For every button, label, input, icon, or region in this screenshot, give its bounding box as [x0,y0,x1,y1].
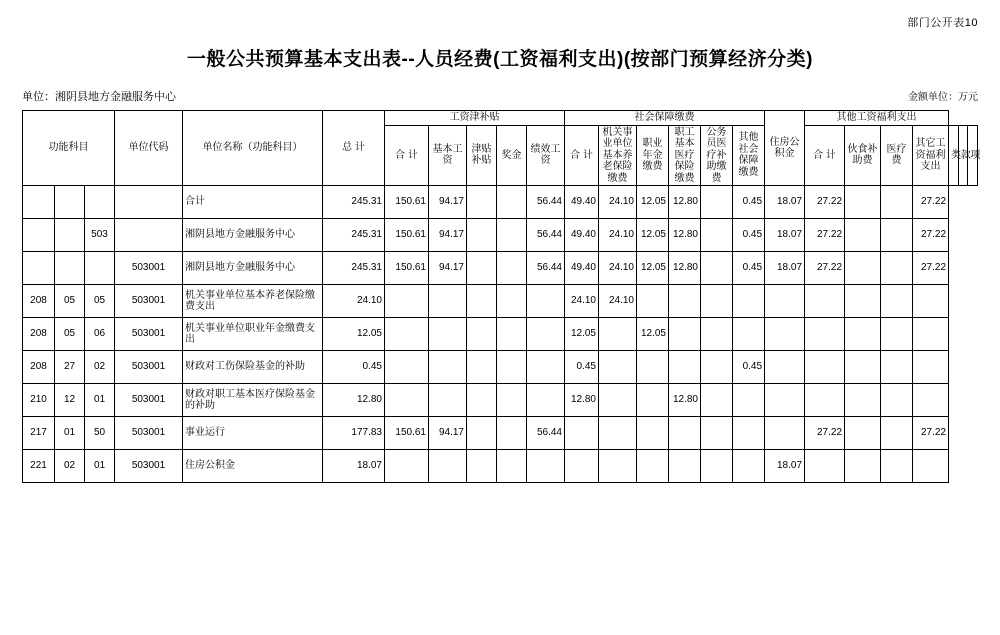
cell-unit-name: 湘阴县地方金融服务中心 [183,219,323,252]
cell-other-welfare: 27.22 [913,219,949,252]
cell-performance-salary [527,285,565,318]
cell-other-welfare: 27.22 [913,417,949,450]
cell-social-total: 12.80 [565,384,599,417]
cell-salary-total [385,450,429,483]
header-xiang: 项 [968,125,978,186]
cell-unit-name: 事业运行 [183,417,323,450]
public-disclosure-form-number: 部门公开表10 [907,17,978,29]
cell-civil-servant-medical [701,318,733,351]
header-kuan: 款 [958,125,968,186]
cell-other-social: 0.45 [733,252,765,285]
cell-xiang: 01 [85,450,115,483]
cell-unit-code: 503001 [115,285,183,318]
cell-performance-salary [527,318,565,351]
page-title: 一般公共预算基本支出表--人员经费(工资福利支出)(按部门预算经济分类) [187,49,813,70]
budget-table [22,110,981,483]
cell-total: 18.07 [323,450,385,483]
cell-civil-servant-medical [701,384,733,417]
cell-xiang [85,252,115,285]
cell-other-total [805,384,845,417]
cell-kuan: 01 [55,417,85,450]
cell-housing-fund: 18.07 [765,219,805,252]
header-medical: 职工基本医疗保险缴费 [669,125,701,186]
cell-kuan: 27 [55,351,85,384]
cell-other-social [733,285,765,318]
cell-pension: 24.10 [599,186,637,219]
cell-unit-name: 合计 [183,186,323,219]
cell-bonus [497,219,527,252]
cell-other-welfare: 27.22 [913,252,949,285]
header-lei: 类 [949,125,959,186]
table-row [23,351,978,384]
cell-medical: 12.80 [669,219,701,252]
cell-lei [23,252,55,285]
header-civil-servant-medical: 公务员医疗补助缴费 [701,125,733,186]
cell-occupational-annuity [637,417,669,450]
table-row [23,252,978,285]
cell-basic-salary: 94.17 [429,417,467,450]
cell-pension [599,417,637,450]
cell-occupational-annuity [637,384,669,417]
cell-other-welfare [913,318,949,351]
cell-unit-code: 503001 [115,351,183,384]
header-total: 总 计 [323,111,385,186]
cell-subsidy [467,450,497,483]
cell-subsidy [467,417,497,450]
cell-xiang [85,186,115,219]
cell-medical-fee [881,417,913,450]
cell-bonus [497,252,527,285]
cell-medical-fee [881,186,913,219]
cell-basic-salary [429,285,467,318]
cell-medical [669,417,701,450]
cell-xiang: 503 [85,219,115,252]
cell-performance-salary: 56.44 [527,219,565,252]
cell-salary-total [385,318,429,351]
cell-total: 12.80 [323,384,385,417]
cell-lei: 217 [23,417,55,450]
cell-medical-fee [881,450,913,483]
cell-food-subsidy [845,186,881,219]
cell-other-total [805,318,845,351]
cell-occupational-annuity: 12.05 [637,186,669,219]
cell-unit-name: 住房公积金 [183,450,323,483]
cell-xiang: 01 [85,384,115,417]
cell-kuan: 05 [55,318,85,351]
header-salary-allowance: 工资津补贴 [385,111,565,126]
cell-occupational-annuity [637,351,669,384]
cell-other-social [733,318,765,351]
cell-food-subsidy [845,417,881,450]
cell-occupational-annuity [637,450,669,483]
cell-kuan [55,219,85,252]
cell-medical-fee [881,285,913,318]
cell-lei: 208 [23,318,55,351]
cell-total: 0.45 [323,351,385,384]
cell-other-social [733,384,765,417]
cell-salary-total: 150.61 [385,186,429,219]
header-unit-name: 单位名称（功能科目） [183,111,323,186]
cell-kuan [55,252,85,285]
header-food-subsidy: 伙食补助费 [845,125,881,186]
cell-lei: 221 [23,450,55,483]
cell-medical [669,351,701,384]
cell-bonus [497,186,527,219]
cell-medical-fee [881,318,913,351]
cell-bonus [497,417,527,450]
cell-food-subsidy [845,450,881,483]
cell-salary-total [385,285,429,318]
cell-medical [669,318,701,351]
cell-salary-total: 150.61 [385,417,429,450]
cell-housing-fund [765,417,805,450]
cell-food-subsidy [845,285,881,318]
cell-basic-salary [429,351,467,384]
cell-housing-fund [765,318,805,351]
table-row [23,285,978,318]
cell-medical [669,450,701,483]
cell-bonus [497,450,527,483]
cell-other-social: 0.45 [733,219,765,252]
cell-social-total: 49.40 [565,219,599,252]
cell-civil-servant-medical [701,351,733,384]
cell-food-subsidy [845,318,881,351]
cell-social-total: 49.40 [565,252,599,285]
header-function-subject: 功能科目 [23,111,115,186]
cell-unit-code [115,219,183,252]
cell-lei: 208 [23,285,55,318]
table-row [23,384,978,417]
cell-xiang: 06 [85,318,115,351]
cell-xiang: 02 [85,351,115,384]
cell-other-total [805,450,845,483]
cell-housing-fund [765,285,805,318]
unit-label: 单位：湘阴县地方金融服务中心 [22,91,176,103]
cell-lei: 210 [23,384,55,417]
cell-basic-salary [429,318,467,351]
cell-basic-salary: 94.17 [429,252,467,285]
cell-other-welfare [913,351,949,384]
cell-salary-total: 150.61 [385,219,429,252]
cell-unit-code: 503001 [115,417,183,450]
cell-performance-salary: 56.44 [527,417,565,450]
cell-unit-name: 机关事业单位职业年金缴费支出 [183,318,323,351]
cell-performance-salary [527,384,565,417]
cell-medical-fee [881,351,913,384]
cell-other-social [733,417,765,450]
cell-occupational-annuity: 12.05 [637,318,669,351]
cell-other-welfare: 27.22 [913,186,949,219]
cell-social-total: 49.40 [565,186,599,219]
table-row [23,186,978,219]
cell-subsidy [467,318,497,351]
cell-medical: 12.80 [669,384,701,417]
cell-housing-fund [765,351,805,384]
cell-bonus [497,318,527,351]
cell-other-welfare [913,450,949,483]
cell-social-total [565,417,599,450]
cell-pension [599,351,637,384]
cell-lei [23,219,55,252]
cell-pension [599,450,637,483]
cell-housing-fund [765,384,805,417]
cell-unit-code [115,186,183,219]
header-other-social: 其他社会保障缴费 [733,125,765,186]
cell-basic-salary [429,450,467,483]
header-medical-fee: 医疗费 [881,125,913,186]
header-salary-total: 合 计 [385,125,429,186]
cell-kuan: 02 [55,450,85,483]
cell-xiang: 50 [85,417,115,450]
cell-pension [599,318,637,351]
meta-row [22,88,978,104]
cell-medical-fee [881,219,913,252]
cell-social-total [565,450,599,483]
cell-other-social: 0.45 [733,351,765,384]
cell-basic-salary: 94.17 [429,186,467,219]
cell-subsidy [467,252,497,285]
cell-civil-servant-medical [701,219,733,252]
cell-civil-servant-medical [701,186,733,219]
header-other-welfare: 其它工资福利支出 [913,125,949,186]
cell-performance-salary [527,450,565,483]
cell-medical-fee [881,384,913,417]
cell-social-total: 12.05 [565,318,599,351]
cell-salary-total [385,384,429,417]
cell-subsidy [467,384,497,417]
cell-food-subsidy [845,252,881,285]
cell-performance-salary: 56.44 [527,252,565,285]
cell-total: 245.31 [323,219,385,252]
cell-total: 245.31 [323,252,385,285]
cell-pension [599,384,637,417]
cell-housing-fund: 18.07 [765,252,805,285]
cell-bonus [497,351,527,384]
cell-other-welfare [913,285,949,318]
header-social-total: 合 计 [565,125,599,186]
cell-bonus [497,384,527,417]
cell-civil-servant-medical [701,450,733,483]
cell-pension: 24.10 [599,285,637,318]
cell-medical: 12.80 [669,186,701,219]
cell-subsidy [467,219,497,252]
cell-occupational-annuity: 12.05 [637,252,669,285]
cell-food-subsidy [845,219,881,252]
cell-civil-servant-medical [701,417,733,450]
cell-civil-servant-medical [701,252,733,285]
cell-social-total: 24.10 [565,285,599,318]
cell-other-welfare [913,384,949,417]
header-performance-salary: 绩效工资 [527,125,565,186]
header-occupational-annuity: 职业年金缴费 [637,125,669,186]
table-row [23,318,978,351]
cell-unit-code: 503001 [115,450,183,483]
cell-other-total [805,351,845,384]
cell-social-total: 0.45 [565,351,599,384]
cell-pension: 24.10 [599,252,637,285]
cell-performance-salary [527,351,565,384]
table-row [23,219,978,252]
cell-medical [669,285,701,318]
cell-total: 12.05 [323,318,385,351]
header-pension: 机关事业单位基本养老保险缴费 [599,125,637,186]
cell-subsidy [467,351,497,384]
cell-other-total: 27.22 [805,186,845,219]
table-body [23,186,978,483]
cell-other-social [733,450,765,483]
header-unit-code: 单位代码 [115,111,183,186]
cell-other-total: 27.22 [805,417,845,450]
cell-total: 245.31 [323,186,385,219]
header-bonus: 奖金 [497,125,527,186]
cell-other-total [805,285,845,318]
cell-unit-name: 机关事业单位基本养老保险缴费支出 [183,285,323,318]
header-housing-fund: 住房公积金 [765,111,805,186]
header-other-salary-welfare: 其他工资福利支出 [805,111,949,126]
cell-other-social: 0.45 [733,186,765,219]
cell-unit-name: 财政对职工基本医疗保险基金的补助 [183,384,323,417]
cell-housing-fund: 18.07 [765,450,805,483]
cell-medical-fee [881,252,913,285]
cell-pension: 24.10 [599,219,637,252]
cell-kuan: 05 [55,285,85,318]
cell-lei [23,186,55,219]
cell-basic-salary: 94.17 [429,219,467,252]
table-row [23,450,978,483]
cell-basic-salary [429,384,467,417]
cell-other-total: 27.22 [805,252,845,285]
cell-medical: 12.80 [669,252,701,285]
header-other-total: 合 计 [805,125,845,186]
cell-subsidy [467,186,497,219]
cell-lei: 208 [23,351,55,384]
cell-unit-code: 503001 [115,318,183,351]
cell-occupational-annuity [637,285,669,318]
cell-performance-salary: 56.44 [527,186,565,219]
cell-unit-code: 503001 [115,384,183,417]
cell-total: 177.83 [323,417,385,450]
cell-kuan: 12 [55,384,85,417]
cell-housing-fund: 18.07 [765,186,805,219]
amount-unit-label: 金额单位：万元 [908,92,978,103]
cell-kuan [55,186,85,219]
cell-salary-total [385,351,429,384]
cell-subsidy [467,285,497,318]
cell-xiang: 05 [85,285,115,318]
cell-unit-name: 湘阴县地方金融服务中心 [183,252,323,285]
header-social-insurance: 社会保障缴费 [565,111,765,126]
cell-unit-name: 财政对工伤保险基金的补助 [183,351,323,384]
cell-food-subsidy [845,384,881,417]
cell-food-subsidy [845,351,881,384]
header-basic-salary: 基本工资 [429,125,467,186]
cell-occupational-annuity: 12.05 [637,219,669,252]
table-row [23,417,978,450]
cell-unit-code: 503001 [115,252,183,285]
cell-salary-total: 150.61 [385,252,429,285]
cell-total: 24.10 [323,285,385,318]
table-header-row-1 [23,111,978,126]
header-subsidy: 津贴补贴 [467,125,497,186]
cell-other-total: 27.22 [805,219,845,252]
cell-civil-servant-medical [701,285,733,318]
cell-bonus [497,285,527,318]
